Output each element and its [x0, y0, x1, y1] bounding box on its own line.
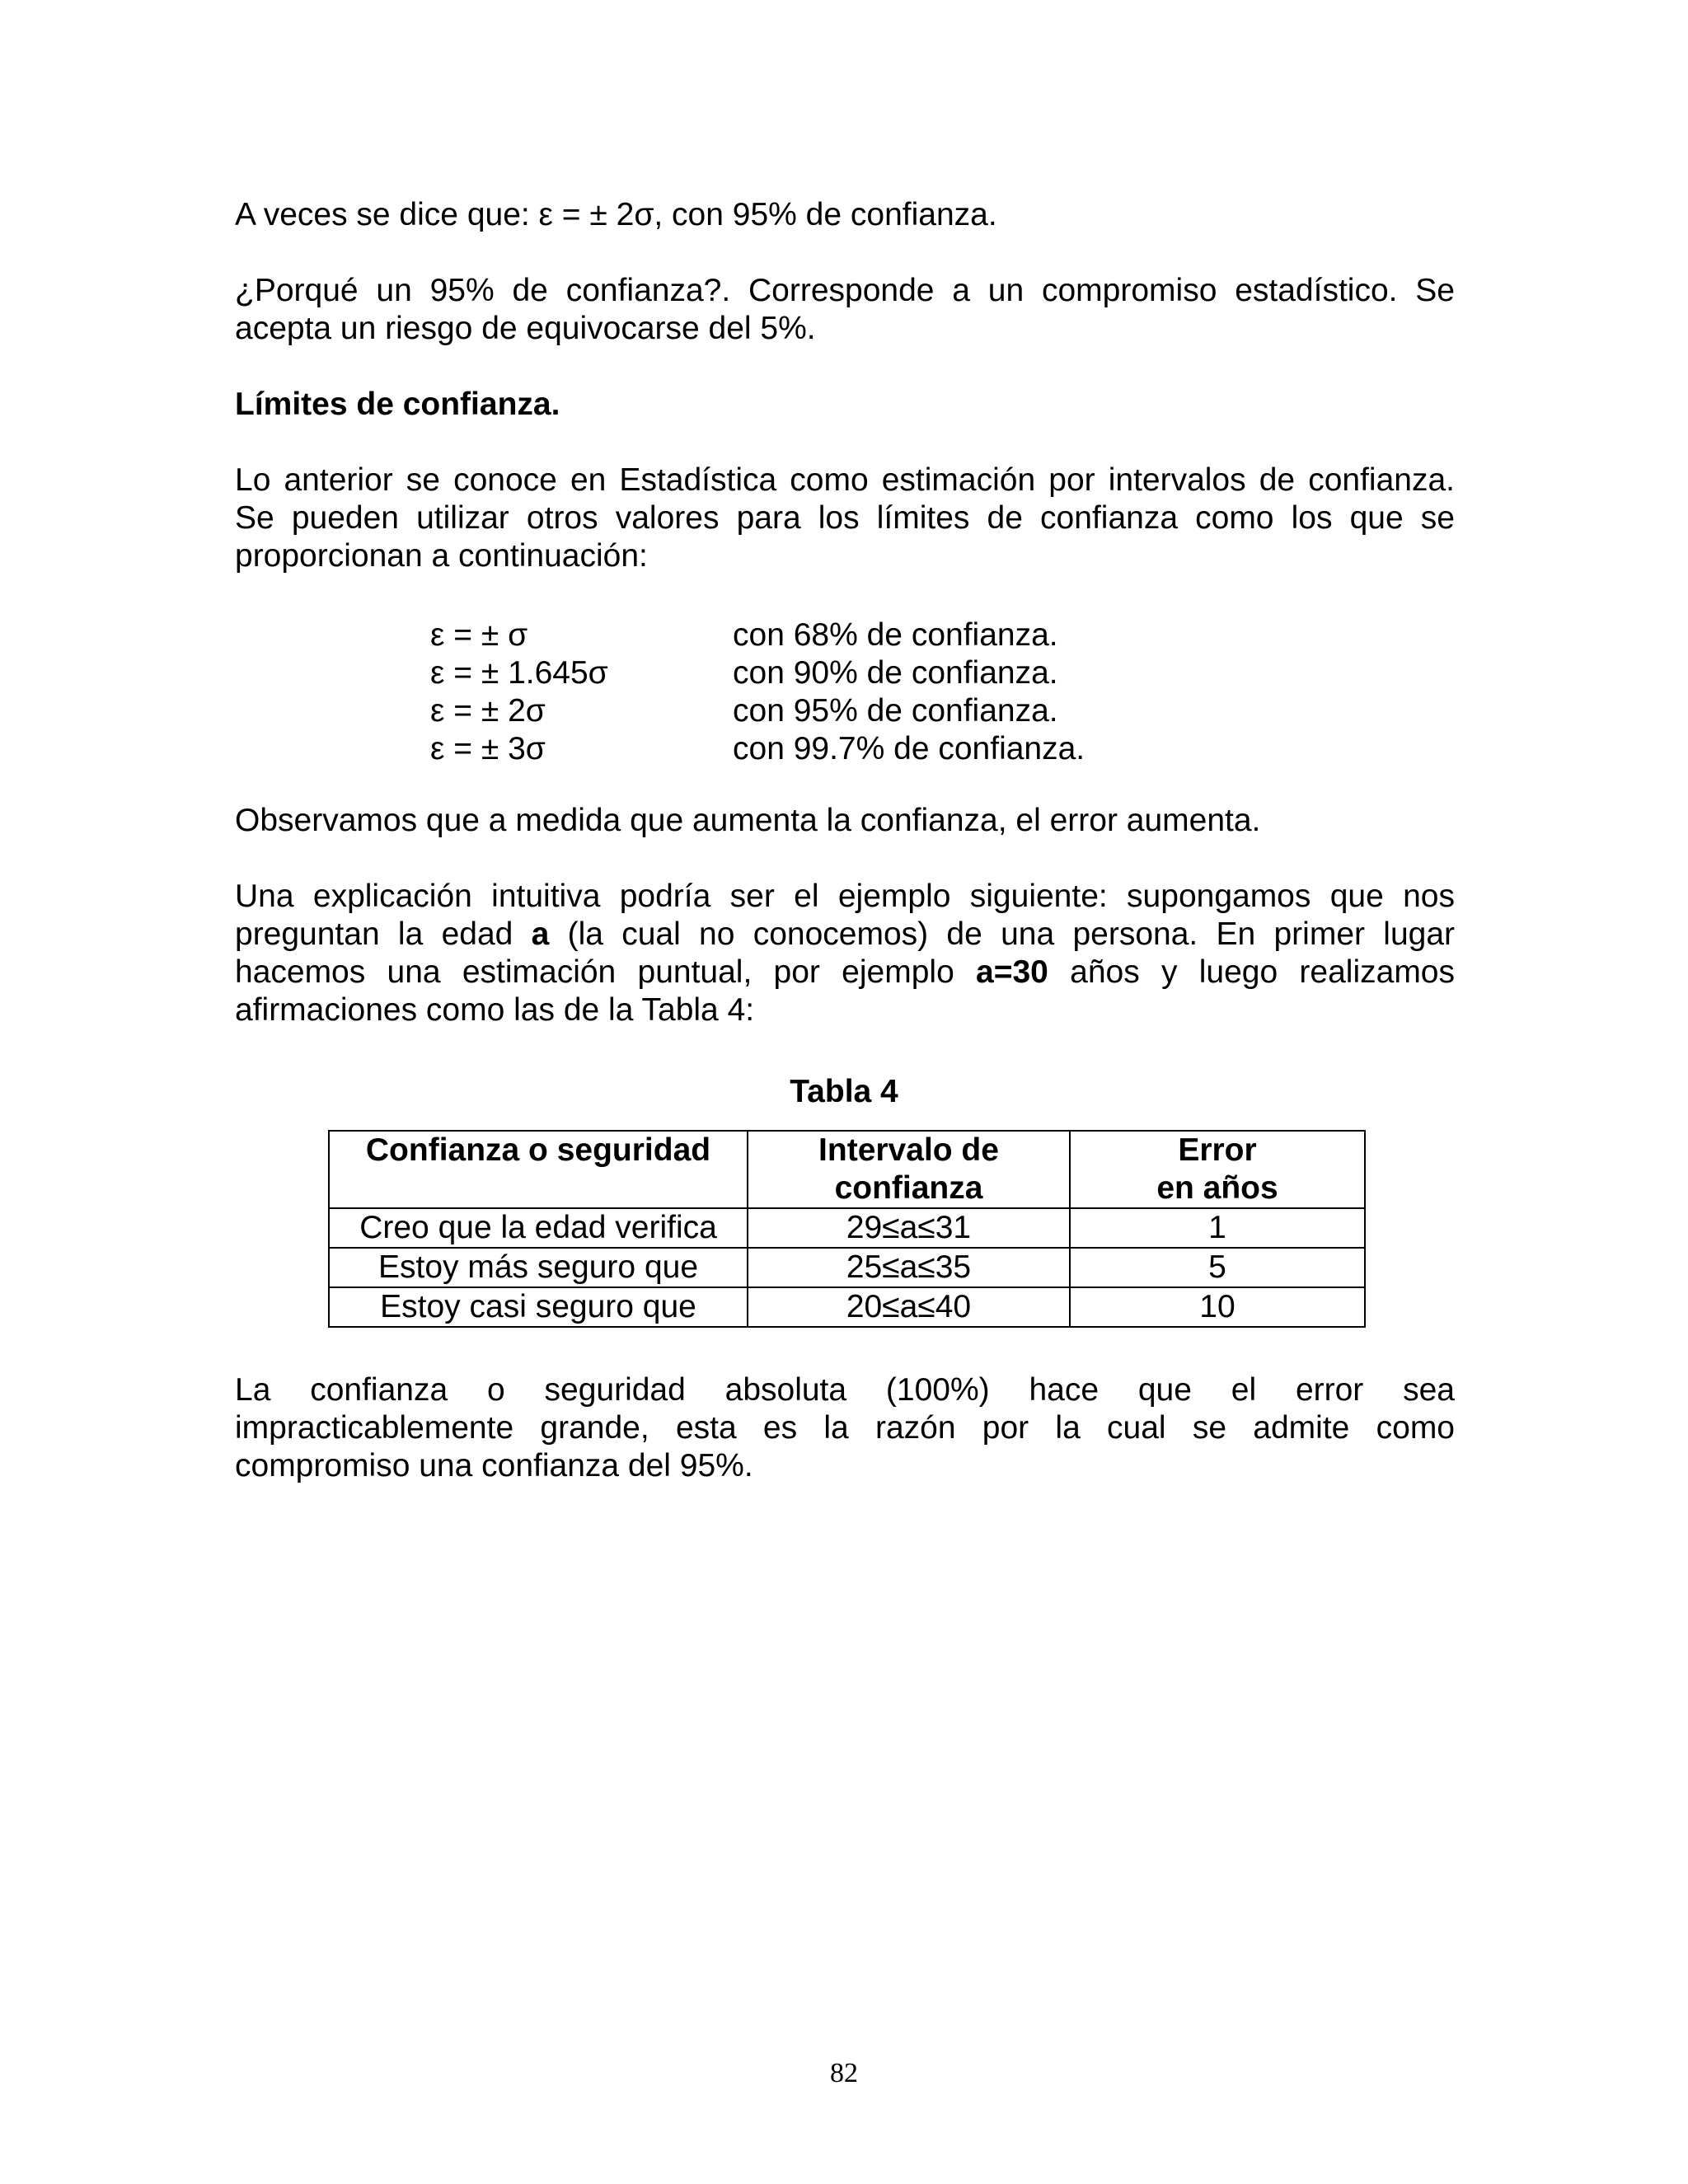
- header-cell: [329, 1131, 748, 1208]
- formula-expression: ε = ± σ: [430, 617, 528, 653]
- confidence-table: [328, 1130, 1366, 1328]
- text-line: Se pueden utilizar otros valores para los límites de confianza como los que se: [235, 500, 1455, 536]
- table-cell: 5: [1070, 1248, 1365, 1287]
- bold-value: a=30: [976, 954, 1048, 990]
- table-cell: Estoy más seguro que: [329, 1248, 748, 1287]
- table-header-row: [329, 1131, 1365, 1208]
- paragraph-conclusion: [235, 1371, 1455, 1485]
- text-run: preguntan la edad: [235, 916, 532, 952]
- formula-row: [430, 730, 1085, 768]
- table-row: [329, 1208, 1365, 1248]
- text-line: ¿Porqué un 95% de confianza?. Corresponde a un compromiso estadístico. Se: [235, 273, 1455, 308]
- table-caption: Tabla 4: [790, 1074, 898, 1109]
- text-line: proporcionan a continuación:: [235, 538, 648, 574]
- text-line: [235, 954, 1455, 991]
- formula-expression: ε = ± 1.645σ: [430, 655, 608, 691]
- formula-expression: ε = ± 2σ: [430, 693, 546, 729]
- formula-row: [430, 692, 1085, 730]
- text-run: hacemos una estimación puntual, por ejemplo: [235, 954, 977, 990]
- table-cell: Estoy casi seguro que: [329, 1287, 748, 1327]
- header-cell: [748, 1131, 1070, 1208]
- formula-row: [430, 616, 1085, 654]
- text-line: Una explicación intuitiva podría ser el ejemplo siguiente: supongamos que nos: [235, 879, 1455, 914]
- text-run: (la cual no conocemos) de una persona. En primer lugar: [549, 916, 1455, 952]
- table-row: [329, 1287, 1365, 1327]
- paragraph-intro: [235, 196, 1455, 234]
- text-line: impracticablemente grande, esta es la razón por la cual se admite como: [235, 1410, 1455, 1446]
- header-text: Error: [1178, 1132, 1257, 1168]
- paragraph-interval-estimation: [235, 462, 1455, 575]
- table-cell: 29≤a≤31: [748, 1208, 1070, 1248]
- formula-row: [430, 654, 1085, 692]
- paragraph-why-95: [235, 272, 1455, 348]
- text-line: Lo anterior se conoce en Estadística como estimación por intervalos de confianza.: [235, 462, 1455, 498]
- text-line: acepta un riesgo de equivocarse del 5%.: [235, 311, 816, 346]
- section-heading: Límites de confianza.: [235, 387, 560, 422]
- formula-confidence: con 90% de confianza.: [733, 655, 1058, 691]
- header-text: [330, 1169, 747, 1207]
- header-text: Intervalo de: [818, 1132, 999, 1168]
- table-cell: 25≤a≤35: [748, 1248, 1070, 1287]
- formula-confidence: con 99.7% de confianza.: [733, 731, 1085, 766]
- header-text: en años: [1156, 1170, 1278, 1206]
- formula-confidence: con 95% de confianza.: [733, 693, 1058, 729]
- text-line: Observamos que a medida que aumenta la confianza, el error aumenta.: [235, 803, 1261, 838]
- text-line: La confianza o seguridad absoluta (100%) hace que el error sea: [235, 1372, 1455, 1408]
- table-row: [329, 1248, 1365, 1287]
- paragraph-observation: [235, 802, 1455, 840]
- header-text: confianza: [834, 1170, 983, 1206]
- text-line: A veces se dice que: ε = ± 2σ, con 95% de confianza.: [235, 197, 997, 232]
- text-line: afirmaciones como las de la Tabla 4:: [235, 992, 755, 1028]
- table-cell: Creo que la edad verifica: [329, 1208, 748, 1248]
- formula-expression: ε = ± 3σ: [430, 731, 546, 766]
- formula-confidence: con 68% de confianza.: [733, 617, 1058, 653]
- paragraph-age-example: [235, 878, 1455, 1029]
- table-cell: 10: [1070, 1287, 1365, 1327]
- confidence-limits-list: [430, 616, 1085, 768]
- text-line: compromiso una confianza del 95%.: [235, 1448, 753, 1483]
- header-text: Confianza o seguridad: [365, 1132, 711, 1168]
- bold-variable: a: [531, 916, 550, 952]
- page-number: 82: [830, 2058, 858, 2088]
- table-cell: 20≤a≤40: [748, 1287, 1070, 1327]
- text-line: [235, 916, 1455, 954]
- text-run: años y luego realizamos: [1048, 954, 1455, 990]
- header-cell: [1070, 1131, 1365, 1208]
- table-cell: 1: [1070, 1208, 1365, 1248]
